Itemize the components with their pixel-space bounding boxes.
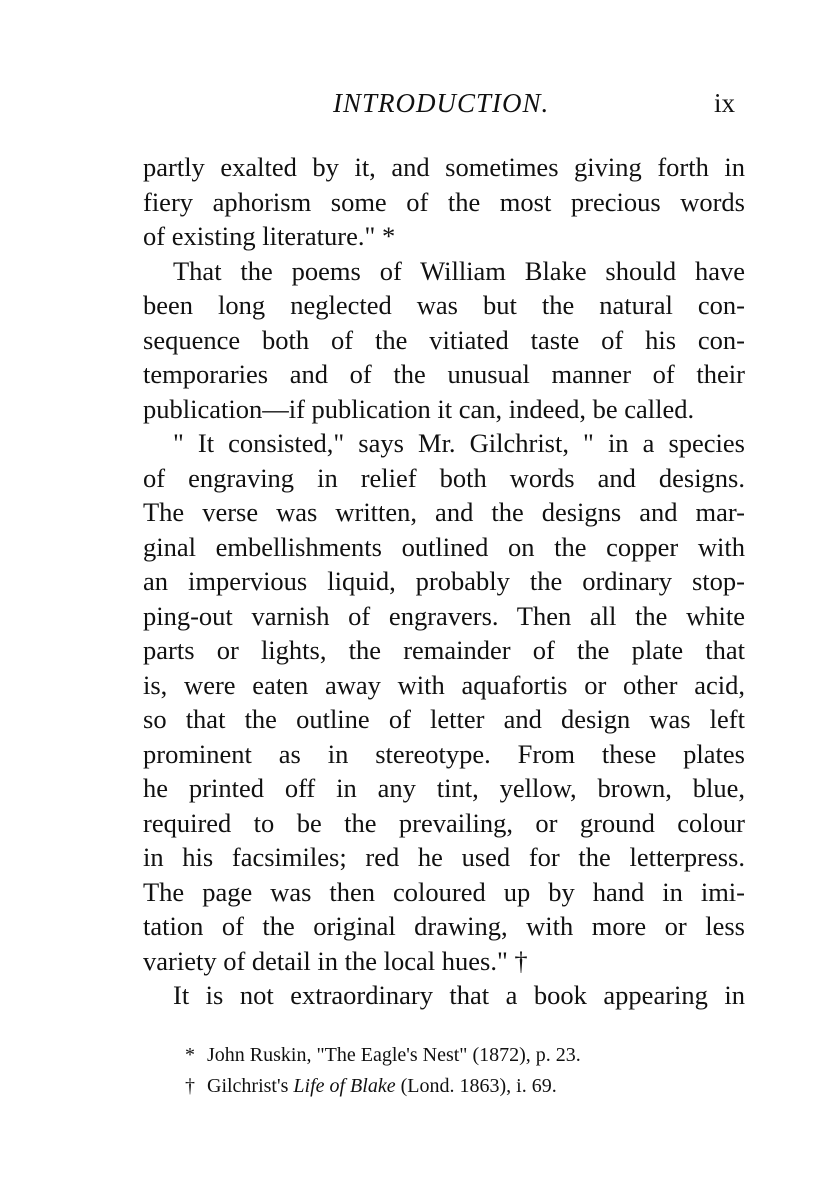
text-line: been long neglected was but the natural con-: [143, 290, 745, 320]
text-line: ginal embellishments outlined on the copper with: [143, 531, 745, 562]
running-head: [145, 88, 745, 128]
text-line: It is not extraordinary that a book appearing in: [173, 980, 745, 1010]
running-title: INTRODUCTION.: [333, 88, 550, 118]
footnote-ruskin: [185, 1040, 745, 1071]
text-line: prominent as in stereotype. From these plates: [143, 738, 745, 769]
footnote-text-pre: Gilchrist's: [207, 1075, 294, 1097]
footnote-gilchrist: [185, 1071, 745, 1102]
footnote-book-title: Life of Blake: [293, 1075, 396, 1097]
text-line: publication—if publication it can, indeed, be called.: [143, 393, 695, 424]
text-line: of engraving in relief both words and designs.: [143, 462, 745, 493]
text-line: variety of detail in the local hues." †: [143, 945, 528, 976]
text-line: an impervious liquid, probably the ordinary stop-: [143, 566, 745, 596]
text-line: ping-out varnish of engravers. Then all the white: [143, 600, 745, 631]
text-line: required to be the prevailing, or ground colour: [143, 807, 745, 838]
text-line: temporaries and of the unusual manner of their: [143, 359, 745, 389]
text-line: partly exalted by it, and sometimes giving forth in: [143, 152, 745, 182]
text-line: he printed off in any tint, yellow, brown, blue,: [143, 773, 745, 803]
text-line: " It consisted," says Mr. Gilchrist, " in a species: [173, 428, 745, 458]
text-line: fiery aphorism some of the most precious words: [143, 186, 745, 217]
text-line: The page was then coloured up by hand in imi-: [143, 876, 745, 907]
text-line: is, were eaten away with aquafortis or other acid,: [143, 669, 745, 700]
page-number: ix: [713, 88, 735, 118]
text-line: The verse was written, and the designs and mar-: [143, 497, 745, 527]
text-line: of existing literature." *: [143, 221, 396, 251]
text-line: parts or lights, the remainder of the plate that: [143, 635, 745, 665]
text-line: so that the outline of letter and design was left: [143, 704, 745, 734]
footnote-text-post: (Lond. 1863), i. 69.: [395, 1075, 557, 1097]
footnote-marker-dagger: †: [185, 1075, 195, 1097]
text-line: tation of the original drawing, with more or less: [143, 911, 745, 941]
footnote-text: John Ruskin, "The Eagle's Nest" (1872), p. 23.: [207, 1044, 581, 1066]
text-line: That the poems of William Blake should have: [173, 255, 745, 286]
body-text: [143, 150, 745, 1013]
text-line: in his facsimiles; red he used for the letterpress.: [143, 842, 745, 872]
text-line: sequence both of the vitiated taste of his con-: [143, 324, 745, 355]
footnote-marker-asterisk: *: [185, 1044, 195, 1066]
footnotes: [185, 1040, 745, 1102]
